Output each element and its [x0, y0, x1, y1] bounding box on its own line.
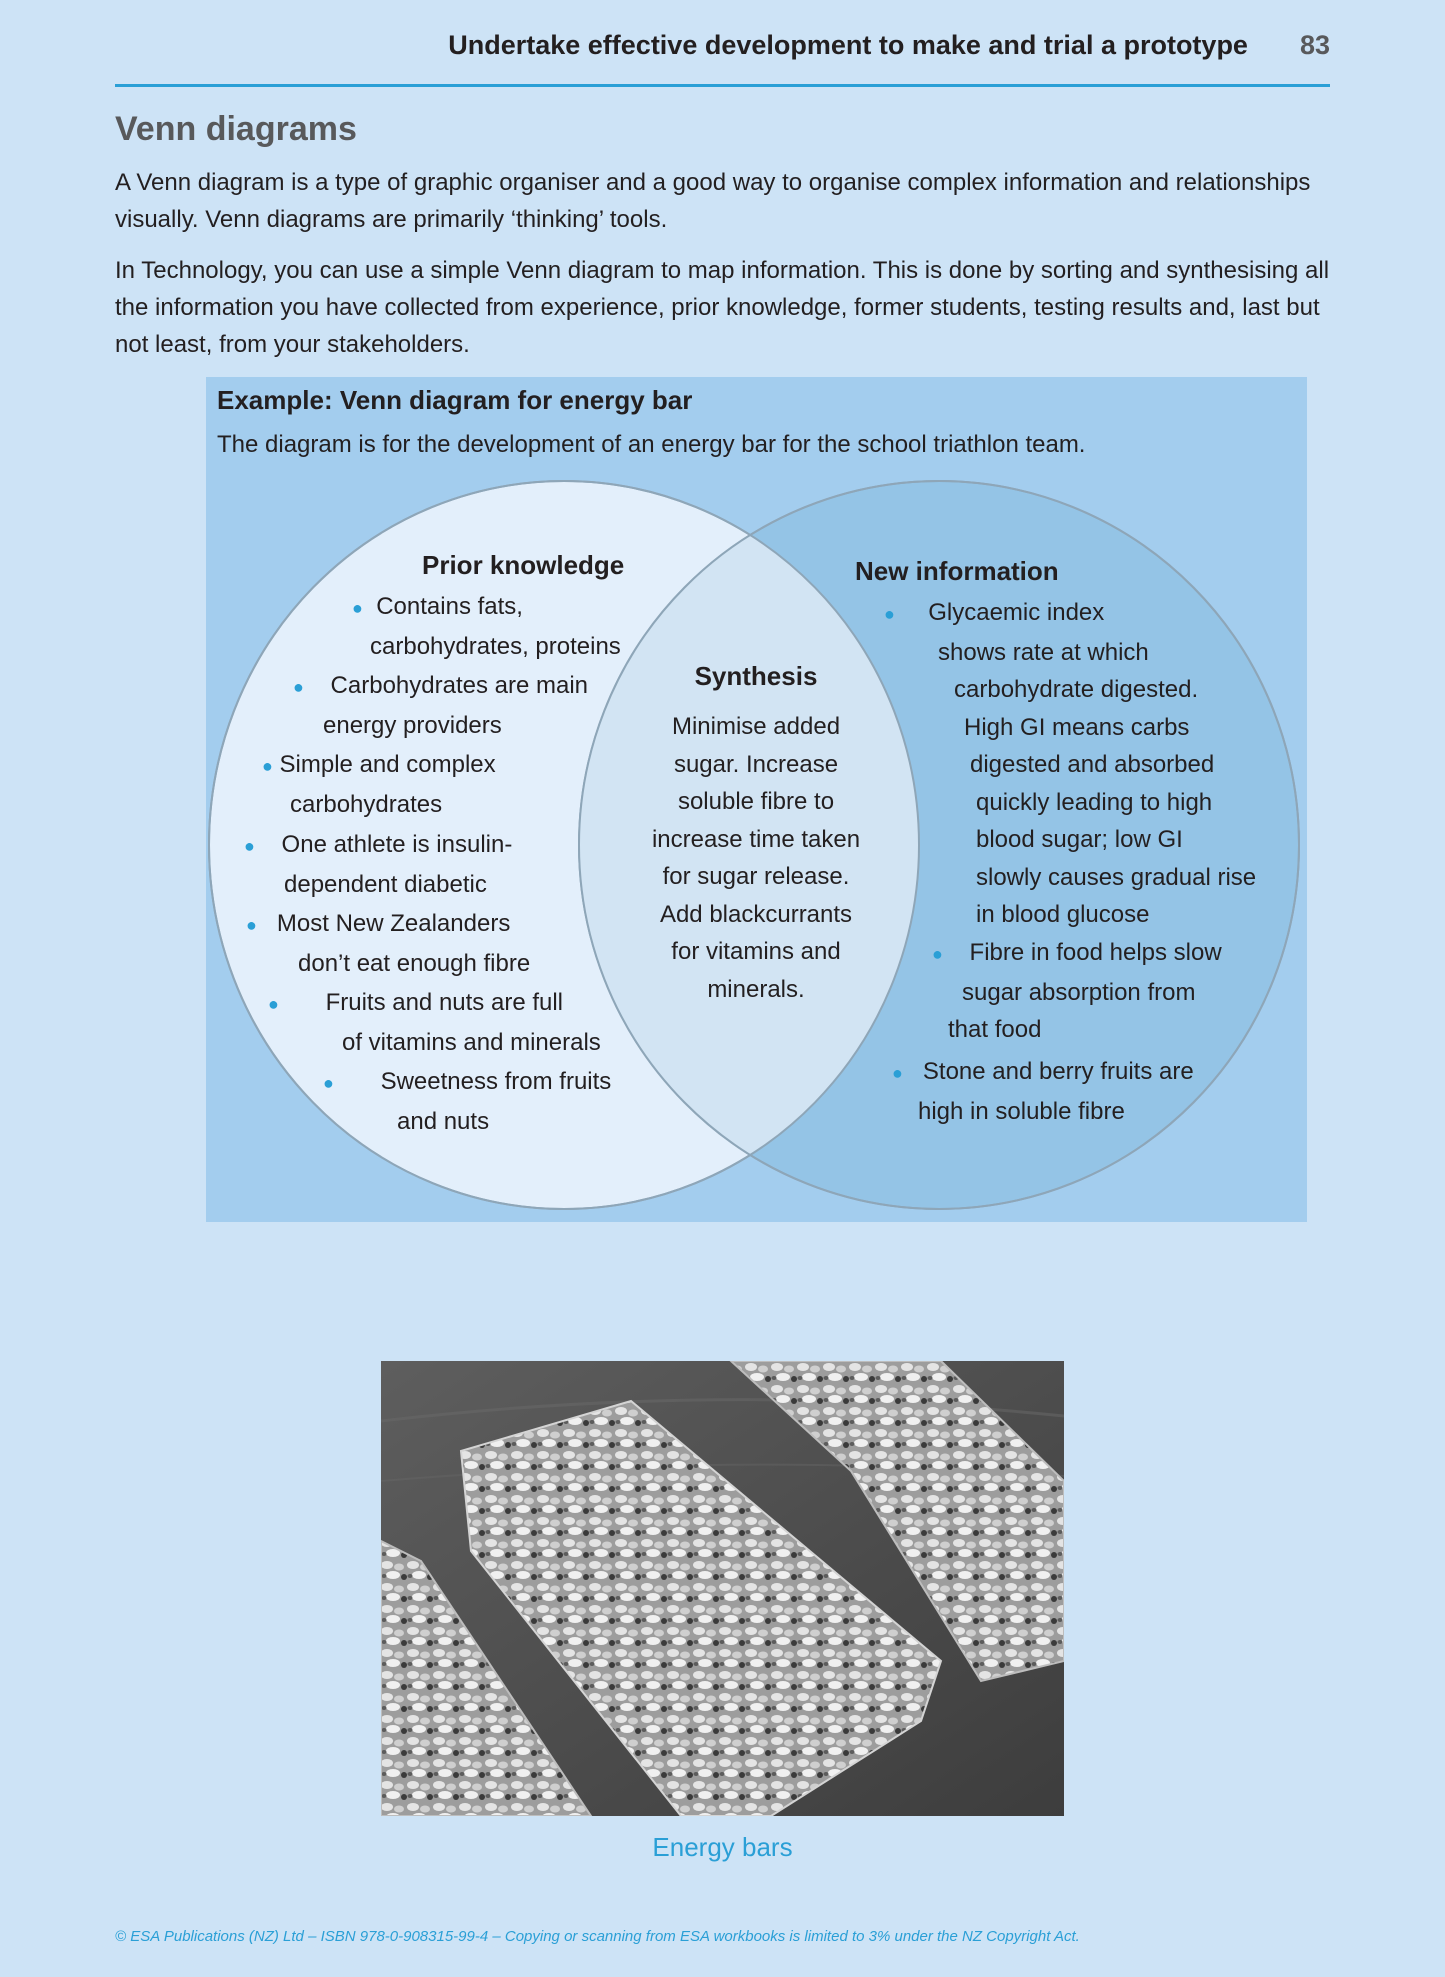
running-header-title: Undertake effective development to make and trial a prototype: [448, 30, 1248, 60]
photo-caption: Energy bars: [652, 1832, 793, 1862]
running-header: [115, 30, 1330, 87]
new-information-heading: New information: [855, 556, 1059, 586]
copyright-footer: © ESA Publications (NZ) Ltd – ISBN 978-0-908315-99-4 – Copying or scanning from ESA workbooks is limited to 3% under the NZ Copyright Act.: [115, 1928, 1080, 1945]
prior-item-2: ● Carbohydrates are main energy providers: [293, 672, 589, 739]
prior-item-1: ● Contains fats, carbohydrates, proteins: [352, 593, 621, 660]
bullet-icon: ●: [892, 1063, 903, 1083]
bullet-icon: ●: [246, 915, 257, 935]
page-number: 83: [1299, 30, 1330, 60]
bullet-icon: ●: [932, 944, 943, 964]
bullet-icon: ●: [884, 604, 895, 624]
new-item-1: ● Glycaemic index shows rate at which carbohydrate digested. High GI means carbs digested and absorbed quickly leading to high blood sugar; low GI slowly causes gradual rise in blood glucose: [884, 599, 1257, 928]
prior-knowledge-heading: Prior knowledge: [422, 550, 625, 580]
prior-item-4: ● One athlete is insulin- dependent diabetic: [244, 831, 513, 898]
synthesis-heading: Synthesis: [694, 661, 818, 691]
prior-item-5: ● Most New Zealanders don’t eat enough fibre: [246, 910, 531, 977]
prior-item-3: ● Simple and complex carbohydrates: [262, 751, 496, 818]
synthesis-text: Minimise added sugar. Increase soluble fibre to increase time taken for sugar release. Add blackcurrants for vitamins and minerals.: [651, 713, 861, 1003]
bullet-icon: ●: [323, 1073, 334, 1093]
bullet-icon: ●: [268, 994, 279, 1014]
intro-paragraph: A Venn diagram is a type of graphic organiser and a good way to organise complex information and relationships visually. Venn diagrams are primarily ‘thinking’ tools.: [115, 169, 1311, 233]
example-box: [206, 377, 1307, 1222]
technology-paragraph: In Technology, you can use a simple Venn diagram to map information. This is done by sorting and synthesising all the information you have collected from experience, prior knowledge, former students, testing results and, last but not least, from your stakeholders.: [115, 257, 1330, 358]
example-description: The diagram is for the development of an energy bar for the school triathlon team.: [217, 431, 1086, 458]
bullet-icon: ●: [352, 598, 363, 618]
prior-item-7: ● Sweetness from fruits and nuts: [323, 1068, 612, 1135]
new-item-2: ● Fibre in food helps slow sugar absorption from that food: [932, 939, 1222, 1043]
section-title: Venn diagrams: [115, 110, 357, 148]
bullet-icon: ●: [244, 836, 255, 856]
example-title: Example: Venn diagram for energy bar: [217, 385, 693, 415]
bullet-icon: ●: [262, 756, 273, 776]
new-item-3: ● Stone and berry fruits are high in soluble fibre: [892, 1058, 1194, 1125]
energy-bars-illustration: [381, 1361, 1064, 1816]
energy-bars-photo: [381, 1361, 1064, 1816]
bullet-icon: ●: [293, 677, 304, 697]
prior-item-6: ● Fruits and nuts are full of vitamins and minerals: [268, 989, 601, 1056]
